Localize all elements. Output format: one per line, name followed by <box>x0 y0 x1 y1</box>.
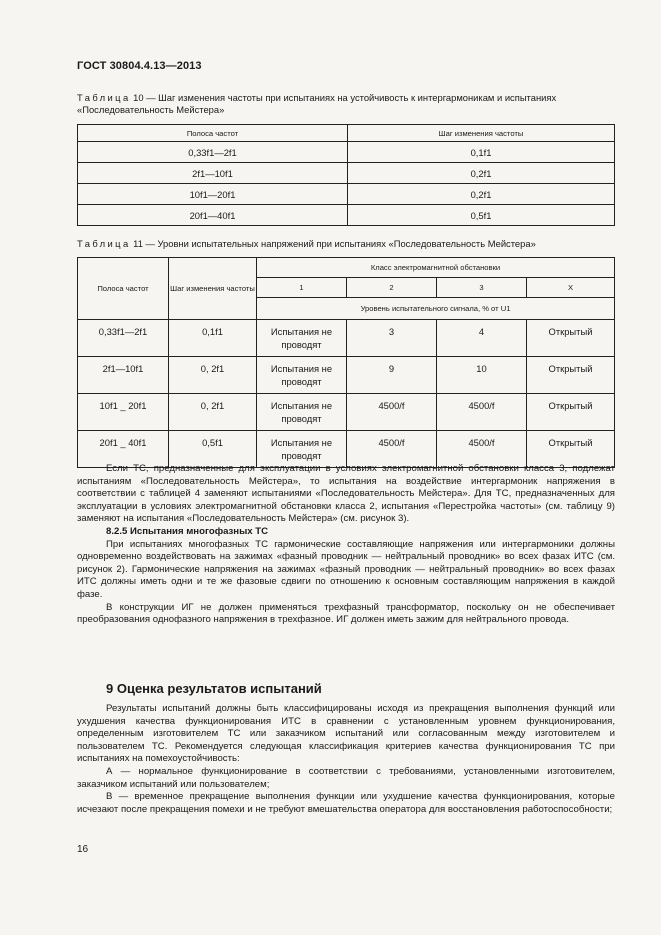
table10-caption-label: Таблица <box>77 92 131 103</box>
table11-class-3: 3 <box>437 278 527 298</box>
table11-cell-class2: 3 <box>347 320 437 357</box>
table10-header-step: Шаг изменения частоты <box>348 125 615 142</box>
table-row <box>78 184 615 205</box>
table11-class-1: 1 <box>257 278 347 298</box>
table11-cell-class1: Испытания не проводят <box>257 394 347 431</box>
body-block-2 <box>77 703 615 816</box>
table10-caption-text: 10 — Шаг изменения частоты при испытаниях на устойчивость к интергармоникам и испытаниях «Последовательность Мейстера» <box>77 92 557 115</box>
body-block-1 <box>77 463 615 627</box>
table11-cell-class3: 4 <box>437 320 527 357</box>
table11-cell-classx: Открытый <box>527 357 615 394</box>
paragraph-results: Результаты испытаний должны быть классифицированы исходя из прекращения выполнения функций или ухудшения качества функционирования ИТС в сравнении с установленным уровнем функционирования, определенным изготовителем ТС или заказчиком испытаний или согласованным между изготовителем и пользователем ТС. Рекомендуется следующая классификация критериев качества функционирования ТС при испытаниях на помехоустойчивость: <box>77 703 615 765</box>
table11-class-2: 2 <box>347 278 437 298</box>
table11-cell-step: 0, 2f1 <box>169 394 257 431</box>
table-10 <box>77 124 615 226</box>
table11-header-band: Полоса частот <box>78 258 169 320</box>
table11-cell-band: 2f1—10f1 <box>78 357 169 394</box>
table11-cell-band: 10f1 _ 20f1 <box>78 394 169 431</box>
table-row <box>78 431 615 468</box>
table-row <box>78 394 615 431</box>
table-row <box>78 142 615 163</box>
table11-cell-classx: Открытый <box>527 320 615 357</box>
section-title: 9 Оценка результатов испытаний <box>106 681 322 696</box>
table11-cell-class3: 4500/f <box>437 394 527 431</box>
table11-caption-label: Таблица <box>77 238 131 249</box>
table11-cell-class2: 9 <box>347 357 437 394</box>
page-number: 16 <box>77 844 89 855</box>
table11-cell-step: 0, 2f1 <box>169 357 257 394</box>
paragraph-multiphase: При испытаниях многофазных ТС гармонические составляющие напряжения или интергармоники должны одновременно воздействовать на зажимах «фазный проводник — нейтральный проводник» во всех фазах ИТС (см. рисунок 2). Гармонические напряжения на зажимах «фазный проводник — нейтральный проводник» во всех фазах ИТС должны иметь одни и те же фазовые сдвиги по отношению к основным составляющим напряжения в каждой фазе. <box>77 538 615 600</box>
table11-cell-class3: 10 <box>437 357 527 394</box>
table11-cell-class2: 4500/f <box>347 394 437 431</box>
table11-header-step: Шаг изменения частоты <box>169 258 257 320</box>
table11-cell-step: 0,5f1 <box>169 431 257 468</box>
table-row <box>78 320 615 357</box>
table10-cell-step: 0,2f1 <box>348 163 615 184</box>
table10-cell-step: 0,5f1 <box>348 205 615 226</box>
standard-header: ГОСТ 30804.4.13—2013 <box>77 60 202 72</box>
table11-level-label: Уровень испытательного сигнала, % от U1 <box>257 298 615 320</box>
table-row <box>78 163 615 184</box>
paragraph-criterion-a: А — нормальное функционирование в соответствии с требованиями, установленными изготовителем, заказчиком испытаний или пользователем; <box>77 765 615 790</box>
table-row <box>78 357 615 394</box>
table11-cell-classx: Открытый <box>527 394 615 431</box>
table11-caption <box>77 238 617 250</box>
table10-caption <box>77 92 617 116</box>
paragraph-criterion-b: В — временное прекращение выполнения функции или ухудшение качества функционирования, которые исчезают после прекращения помехи и не требуют вмешательства оператора для восстановления работоспособности; <box>77 791 615 815</box>
table-row <box>78 205 615 226</box>
table11-cell-classx: Открытый <box>527 431 615 468</box>
table11-cell-class3: 4500/f <box>437 431 527 468</box>
table10-cell-step: 0,2f1 <box>348 184 615 205</box>
table11-cell-class1: Испытания не проводят <box>257 320 347 357</box>
table10-cell-band: 10f1—20f1 <box>78 184 348 205</box>
table11-cell-class1: Испытания не проводят <box>257 357 347 394</box>
table10-cell-band: 20f1—40f1 <box>78 205 348 226</box>
subsection-heading: 8.2.5 Испытания многофазных ТС <box>106 525 269 537</box>
table11-caption-text: 11 — Уровни испытательных напряжений при испытаниях «Последовательность Мейстера» <box>133 238 536 249</box>
table11-cell-class2: 4500/f <box>347 431 437 468</box>
table11-header-class: Класс электромагнитной обстановки <box>257 258 615 278</box>
table10-cell-band: 2f1—10f1 <box>78 163 348 184</box>
paragraph-transformer: В конструкции ИГ не должен применяться трехфазный трансформатор, поскольку он не обеспечивает преобразования однофазного напряжения в трехфазное. ИГ должен иметь зажим для нейтрального провода. <box>77 601 615 626</box>
table11-cell-band: 0,33f1—2f1 <box>78 320 169 357</box>
table10-cell-step: 0,1f1 <box>348 142 615 163</box>
paragraph-meister-replacement: Если ТС, предназначенные для эксплуатации в условиях электромагнитной обстановки класса 3, подлежат испытаниям «Последовательность Мейстера», то испытания на воздействие интергармоник напряжения в соответствии с таблицей 4 заменяют испытаниями «Последовательность Мейстера». Для ТС, предназначенных для эксплуатации в условиях электромагнитной обстановки класса 2, испытания «Перестройка частоты» (см. таблицу 9) заменяют на испытания «Последовательность Мейстера» (см. рисунок 3). <box>77 463 615 525</box>
table11-cell-step: 0,1f1 <box>169 320 257 357</box>
table11-cell-class1: Испытания не проводят <box>257 431 347 468</box>
table-11 <box>77 257 615 468</box>
table11-class-x: X <box>527 278 615 298</box>
table10-header-band: Полоса частот <box>78 125 348 142</box>
table10-cell-band: 0,33f1—2f1 <box>78 142 348 163</box>
table11-cell-band: 20f1 _ 40f1 <box>78 431 169 468</box>
